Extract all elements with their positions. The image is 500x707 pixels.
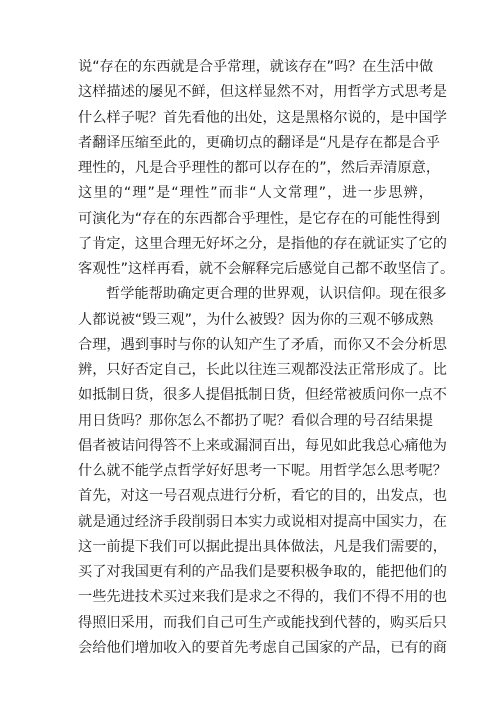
paragraph-line: 理性的，凡是合乎理性的都可以存在的”，然后弄清原意， — [78, 160, 441, 176]
paragraph-line: 什么样子呢？首先看他的出处，这是黑格尔说的，是中国学 — [78, 109, 447, 126]
paragraph-line: 如抵制日货，很多人提倡抵制日货，但经常被质问你一点不 — [78, 387, 447, 404]
paragraph-line: 得照旧采用，而我们自己可生产或能找到代替的，购买后只 — [78, 614, 447, 631]
paragraph-line: 说“存在的东西就是合乎常理，就该存在”吗？在生活中做 — [78, 59, 434, 75]
paragraph-line: 会给他们增加收入的要首先考虑自己国家的产品，已有的商 — [78, 639, 447, 656]
paragraph-line: 倡者被诘问得答不上来或漏洞百出，每见如此我总心痛他为 — [78, 437, 447, 454]
paragraph-line: 人都说被“毁三观”，为什么被毁？因为你的三观不够成熟 — [78, 311, 434, 328]
paragraph-line: 一些先进技术买过来我们是求之不得的，我们不得不用的也 — [78, 589, 447, 606]
document-body — [78, 55, 455, 661]
paragraph-line: 什么就不能学点哲学好好思考一下呢。用哲学怎么思考呢？ — [78, 463, 447, 479]
paragraph-line: 者翻译压缩至此的，更确切点的翻译是“凡是存在都是合乎 — [78, 134, 441, 151]
paragraph-line: 可演化为“存在的东西都合乎理性，是它存在的可能性得到 — [78, 210, 441, 227]
paragraph-line: 买了对我国更有利的产品我们是要积极争取的，能把他们的 — [78, 564, 447, 580]
paragraph-line: 首先，对这一号召观点进行分析，看它的目的，出发点，也 — [78, 488, 447, 505]
paragraph-line: 用日货吗？那你怎么不都扔了呢？看似合理的号召结果提 — [78, 412, 433, 429]
paragraph-line: 这一前提下我们可以据此提出具体做法，凡是我们需要的， — [78, 538, 447, 555]
paragraph-line: 就是通过经济手段削弱日本实力或说相对提高中国实力，在 — [78, 513, 447, 530]
paragraph-line: 这样描述的屡见不鲜，但这样显然不对，用哲学方式思考是 — [78, 84, 447, 101]
paragraph-first-line: 哲学能帮助确定更合理的世界观，认识信仰。现在很多 — [106, 286, 447, 303]
paragraph-line: 这里的“理”是“理性”而非“人文常理”，进一步思辨， — [78, 185, 433, 202]
paragraph-line: 客观性”这样再看，就不会解释完后感觉自己都不敢坚信了。 — [78, 261, 455, 277]
paragraph-line: 合理，遇到事时与你的认知产生了矛盾，而你又不会分析思 — [78, 336, 447, 353]
paragraph-line: 辨，只好否定自己，长此以往连三观都没法正常形成了。比 — [78, 362, 447, 378]
paragraph-line: 了肯定，这里合理无好坏之分，是指他的存在就证实了它的 — [78, 235, 447, 252]
